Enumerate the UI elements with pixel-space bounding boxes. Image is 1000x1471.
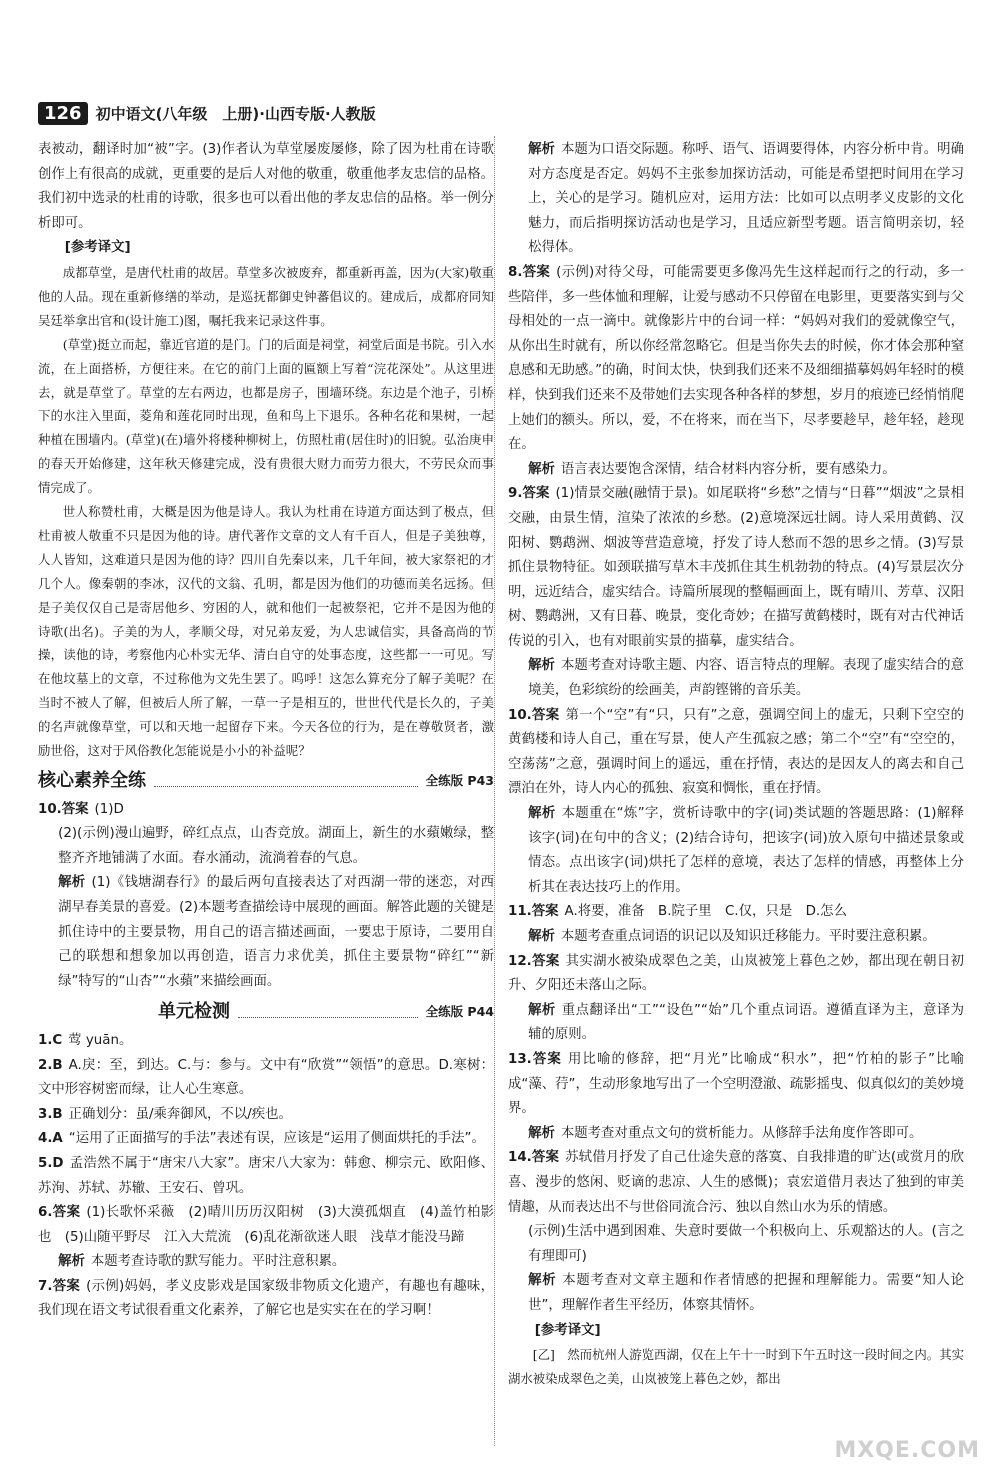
answer-item: 4.A “运用了正面描写的手法”表述有误，应该是“运用了侧面烘托的手法”。 [38,1131,485,1147]
reference-translation-title: [参考译文] [64,240,131,256]
page-number: 126 [38,102,88,125]
section-title: 单元检测 [158,1001,230,1023]
edition-reference: 全练版 P44 [425,1004,494,1020]
answer-item: 3.B 正确划分：虽/乘奔御风，不以/疾也。 [38,1106,292,1122]
intro-paragraph: 表被动，翻译时加“被”字。(3)作者认为草堂屡废屡修，除了因为杜甫在诗歌创作上有很高的成就，更重要的是后人对他的敬重，敬重他孝友忠信的品格。我们初中选录的杜甫的诗歌，很多也可以看出他的孝友忠信的品格。举一例分析即可。 [38,142,494,231]
analysis-item: 解析 本题重在“炼”字，赏析诗歌中的字(词)类试题的答题思路：(1)解释该字(词)在句中的含义；(2)结合诗句，把该字(词)放入原句中描述景象或情态。点出该字(词)烘托了怎样的意境，表达了怎样的情感，再整体上分析其在表达技巧上的作用。 [528,806,964,895]
answer-item: 10.答案 (1)D [38,801,124,817]
analysis-item: 解析 (1)《钱塘湖春行》的最后两句直接表达了对西湖一带的迷恋，对西湖早春美景的喜爱。(2)本题考查描绘诗中展现的画面。解答此题的关键是抓住诗中的主要景物，用自己的语言描述画面，一要忠于原诗，二要用自己的联想和想象加以再创造，语言力求优美，抓住主要景物“碎红”“新绿”特写的“山杏”“水蘋”来描绘画面。 [58,875,495,989]
answer-item: 1.C 莺 yuān。 [38,1032,133,1048]
edition-reference: 全练版 P43 [425,773,494,788]
analysis-item: 解析 本题考查诗歌的默写能力。平时注意积累。 [58,1254,346,1270]
page-header [38,100,376,126]
book-title: 初中语文(八年级 上册)·山西专版·人教版 [95,104,376,123]
analysis-item: 解析 本题考查对诗歌主题、内容、语言特点的理解。表现了虚实结合的意境美，色彩缤纷的绘画美，声韵铿锵的音乐美。 [528,658,965,699]
answer-item: 7.答案 (示例)妈妈，孝义皮影戏是国家级非物质文化遗产，有趣也有趣味，我们现在语文考试很看重文化素养，了解它也是实实在在的学习啊！ [38,1278,495,1319]
section-heading-unit [38,1000,494,1025]
analysis-item: 解析 语言表达要饱含深情，结合材料内容分析，要有感染力。 [528,461,896,477]
translation-paragraph: (草堂)挺立而起，靠近官道的是门。门的后面是祠堂，祠堂后面是书院。引入水流，在上面搭桥，方便往来。在它的前门上面的匾额上写着“浣花深处”。从这里进去，就是草堂了。草堂的左右两边，也都是房子，围墙环绕。东边是个池子，引桥下的水注入里面，菱角和莲花同时出现，鱼和鸟上下退乐。各种名花和果树，一起种植在围墙内。(草堂)(在)墙外将楼种柳树上，仿照杜甫(居住时)的旧貌。弘治庚申的春天开始修建，这年秋天修建完成，没有贵很大财力而劳力很大，不劳民众而事情完成了。 [38,336,494,496]
answer-item: 5.D 孟浩然不属于“唐宋八大家”。唐宋八大家为：韩愈、柳宗元、欧阳修、苏洵、苏轼、苏辙、王安石、曾巩。 [38,1155,494,1196]
answer-item: 14.答案 苏轼借月抒发了自己仕途失意的落寞、自我排遣的旷达(或赏月的欣喜、漫步的悠闲、贬谪的悲凉、人生的感慨)；袁宏道借月表达了独到的审美情趣，从而表达出不与世俗同流合污、独以自然山水为乐的情感。 [508,1150,964,1215]
answer-item: 10.答案 第一个“空”有“只，只有”之意，强调空间上的虚无，只剩下空空的黄鹤楼和诗人自己，重在写景，使人产生孤寂之感；第二个“空”有“空空的，空荡荡”之意，强调时间上的遥远，重在抒情，表达的是因友人的离去和自己漂泊在外，诗人内心的孤独、寂寞和惆怅，重在抒情。 [508,707,965,797]
answer-item: 13.答案 用比喻的修辞，把“月光”比喻成“积水”，把“竹柏的影子”比喻成“藻、荇”，生动形象地写出了一个空明澄澈、疏影摇曳、似真似幻的美妙境界。 [508,1051,964,1117]
watermark: MXQE.COM [834,1438,980,1463]
answer-item: 8.答案 (示例)对待父母，可能需要更多像冯先生这样起而行之的行动，多一些陪伴，多一些体恤和理解，让爱与感动不只停留在电影里，更要落实到与父母相处的一点一滴中。就像影片中的台词一样：“妈妈对我们的爱就像空气，从你出生时就有，所以你经常忽略它。但是当你失去的时候，你才体会那种窒息感和无助感。”的确，时间太快，快到我们还来不及细细描摹妈妈年轻时的模样，快到我们还来不及带她们去实现各种各样的梦想，岁月的痕迹已经悄悄爬上她们的额头。所以，爱，不在将来，而在当下，尽孝要趁早，趁年轻，趁现在。 [508,264,965,453]
answer-item: 6.答案 (1)长歌怀采薇 (2)晴川历历汉阳树 (3)大漠孤烟直 (4)盖竹柏影也 (5)山随平野尽 江入大荒流 (6)乱花渐欲迷人眼 浅草才能没马蹄 [38,1205,494,1245]
answer-item: 9.答案 (1)情景交融(融情于景)。如尾联将“乡愁”之情与“日暮”“烟波”之景相交融，由景生情，渲染了浓浓的乡愁。(2)意境深远壮阔。诗人采用黄鹤、汉阳树、鹦鹉洲、烟波等营造意境，抒发了诗人愁而不怨的思乡之情。(3)写景抓住景物特征。如颈联描写草木丰茂抓住其生机勃勃的特点。(4)写景层次分明，远近结合，虚实结合。诗篇所展现的整幅画面上，既有晴川、芳草、汉阳树、鹦鹉洲，又有日暮、晚景，变化奇妙；在描写黄鹤楼时，既有对古代神话传说的引入，也有对眼前实景的描摹，虚实结合。 [508,486,964,649]
answer-text: (2)(示例)漫山遍野，碎红点点，山杏竞放。湖面上，新生的水蘋嫩绿，整整齐齐地铺满了水面。春水涌动，流淌着春的气息。 [58,826,494,866]
analysis-item: 解析 本题为口语交际题。称呼、语气、语调要得体，内容分析中肯。明确对方态度是否定。妈妈不主张参加探访活动，可能是希望把时间用在学习上，关心的是学习。随机应对，运用方法：比如可以点明孝义皮影的文化魅力，而后指明探访活动也是学习，且适应新型考题。语言简明亲切，轻松得体。 [528,142,965,256]
analysis-item: 解析 本题考查重点词语的识记以及知识迁移能力。平时要注意积累。 [528,929,936,944]
reference-translation-title: [参考译文] [534,1322,601,1338]
analysis-item: 解析 本题考查对重点文句的赏析能力。从修辞手法角度作答即可。 [528,1125,923,1141]
answer-item: 11.答案 A.将要，准备 B.院子里 C.仅，只是 D.怎么 [508,904,847,920]
section-title: 核心素养全练 [38,770,146,791]
analysis-item: 解析 重点翻译出“工”“设色”“始”几个重点词语。遵循直译为主，意译为辅的原则。 [528,1002,965,1043]
dotted-leader [154,776,418,787]
dotted-leader [238,1007,418,1018]
translation-paragraph: [乙] 然而杭州人游览西湖，仅在上午十一时到下午五时这一段时间之内。其实湖水被染成翠色之美，山岚被笼上暮色之妙，都出 [508,1347,964,1386]
left-column [38,138,494,1324]
analysis-item: 解析 本题考查对文章主题和作者情感的把握和理解能力。需要“知人论世”，理解作者生平经历，体察其情怀。 [528,1273,965,1313]
translation-paragraph: 世人称赞杜甫，大概是因为他是诗人。我认为杜甫在诗道方面达到了极点，但杜甫被人敬重不只是因为他的诗。唐代著作文章的文人有千百人，但是子美独尊，人人皆知，这难道只是因为他的诗？四川自先秦以来，几千年间，被大家祭祀的才几个人。像秦朝的李冰，汉代的文翁、孔明，都是因为他们的功德而美名远扬。但是子美仅仅自己是寄居他乡、穷困的人，就和他们一起被祭祀，它并不是因为他的诗歌(出名)。子美的为人，孝顺父母，对兄弟友爱，为人忠诚信实，具备高尚的节操，读他的诗，考察他内心朴实无华、清白自守的处事态度，这些都一一可见。写在他坟墓上的文章，不过称他为文先生罢了。呜呼！这怎么算充分了解子美呢？在当时不被人了解，但被后人所了解，一草一子是相互的，世世代代是长久的，子美的名声就像草堂，可以和天地一起留存下来。今天各位的行为，是在尊敬贤者，激励世俗，这对于风俗教化怎能说是小小的补益呢？ [38,504,494,759]
right-column [508,138,964,1391]
translation-paragraph: 成都草堂，是唐代杜甫的故居。草堂多次被废弃，都重新再盖，因为(大家)敬重他的人品。现在重新修缮的举动，是巡抚都御史钟蕃倡议的。建成后，成都府同知吴廷举拿出官和(设计施工)图，嘱托我来记录这件事。 [38,264,494,328]
answer-example: (示例)生活中遇到困难、失意时要做一个积极向上、乐观豁达的人。(言之有理即可) [528,1224,964,1264]
answer-item: 2.B A.戾：至，到达。C.与：参与。文中有“欣赏”“领悟”的意思。D.寒树：文中形容树密而绿，让人心生寒意。 [38,1057,494,1098]
answer-item: 12.答案 其实湖水被染成翠色之美，山岚被笼上暮色之妙，都出现在朝日初升、夕阳还未落山之际。 [508,953,965,994]
column-divider [494,136,495,1446]
section-heading-core [38,769,494,794]
